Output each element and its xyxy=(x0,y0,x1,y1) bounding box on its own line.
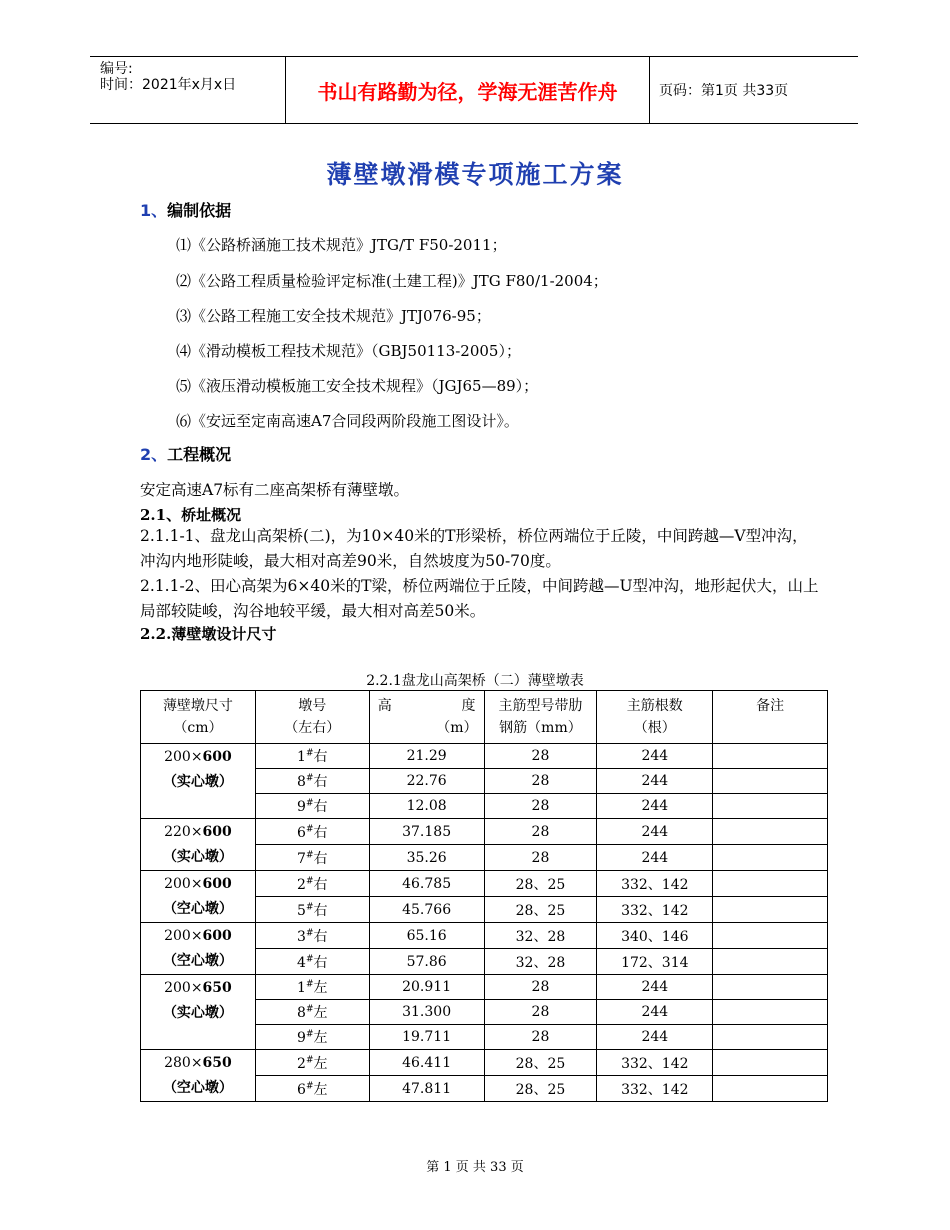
section-2-title: 工程概况 xyxy=(167,445,232,464)
rebar-count-cell: 332、142 xyxy=(597,1050,713,1076)
rebar-count-cell: 244 xyxy=(597,845,713,871)
note-cell xyxy=(713,1076,828,1102)
pier-height-cell: 12.08 xyxy=(369,794,484,819)
pier-size-cell: 280×650 （空心墩） xyxy=(141,1050,256,1102)
pier-size-cell: 200×650 （实心墩） xyxy=(141,975,256,1050)
pier-number-cell: 1#左 xyxy=(255,975,369,1000)
rebar-type-cell: 28 xyxy=(484,794,597,819)
document-title: 薄壁墩滑模专项施工方案 xyxy=(326,160,624,189)
rebar-count-cell: 244 xyxy=(597,1000,713,1025)
pier-number-cell: 7#右 xyxy=(255,845,369,871)
reference-item: ⑹《安远至定南高速A7合同段两阶段施工图设计》。 xyxy=(176,412,519,430)
rebar-type-cell: 28、25 xyxy=(484,1076,597,1102)
pier-height-cell: 19.711 xyxy=(369,1025,484,1050)
table-row xyxy=(141,744,828,769)
rebar-type-cell: 28 xyxy=(484,1025,597,1050)
note-cell xyxy=(713,769,828,794)
note-cell xyxy=(713,1000,828,1025)
note-cell xyxy=(713,897,828,923)
reference-item: ⑷《滑动模板工程技术规范》（GBJ50113-2005）； xyxy=(176,342,521,360)
rebar-count-cell: 244 xyxy=(597,794,713,819)
pier-height-cell: 21.29 xyxy=(369,744,484,769)
subsection-2-1-paragraph-1: 2.1.1-1、盘龙山高架桥(二)，为10×40米的T形梁桥，桥位两端位于丘陵，中间跨越—V型冲沟，冲沟内地形陡峻，最大相对高差90米，自然坡度为50-70度。 xyxy=(140,527,808,570)
rebar-type-cell: 28 xyxy=(484,845,597,871)
note-cell xyxy=(713,794,828,819)
rebar-count-cell: 244 xyxy=(597,744,713,769)
header-motto: 书山有路勤为径，学海无涯苦作舟 xyxy=(286,57,650,123)
reference-item: ⑴《公路桥涵施工技术规范》JTG/T F50-2011； xyxy=(176,236,507,254)
note-cell xyxy=(713,923,828,949)
note-cell xyxy=(713,1025,828,1050)
header-rebar-count: 主筋根数 （根） xyxy=(597,691,713,744)
pier-height-cell: 35.26 xyxy=(369,845,484,871)
table-row xyxy=(141,923,828,949)
rebar-count-cell: 332、142 xyxy=(597,1076,713,1102)
pier-size-cell: 200×600 （实心墩） xyxy=(141,744,256,819)
table-row xyxy=(141,975,828,1000)
pier-table xyxy=(140,690,828,1102)
pier-height-cell: 22.76 xyxy=(369,769,484,794)
reference-item: ⑵《公路工程质量检验评定标准(土建工程)》JTG F80/1-2004； xyxy=(176,272,608,290)
pier-height-cell: 45.766 xyxy=(369,897,484,923)
pier-height-cell: 20.911 xyxy=(369,975,484,1000)
rebar-type-cell: 28、25 xyxy=(484,871,597,897)
table-caption: 2.2.1盘龙山高架桥（二）薄壁墩表 xyxy=(366,673,584,689)
subsection-2-1-heading: 2.1、桥址概况 xyxy=(140,506,242,524)
header-pier: 墩号 （左右） xyxy=(255,691,369,744)
rebar-type-cell: 32、28 xyxy=(484,923,597,949)
pier-number-cell: 3#右 xyxy=(255,923,369,949)
page-footer: 第 1 页 共 33 页 xyxy=(426,1160,524,1175)
rebar-type-cell: 32、28 xyxy=(484,949,597,975)
pier-number-cell: 6#右 xyxy=(255,819,369,845)
pier-height-cell: 46.785 xyxy=(369,871,484,897)
pier-height-cell: 46.411 xyxy=(369,1050,484,1076)
page-header xyxy=(90,56,858,124)
pier-number-cell: 8#右 xyxy=(255,769,369,794)
pier-height-cell: 57.86 xyxy=(369,949,484,975)
section-1-title: 编制依据 xyxy=(167,201,232,220)
pier-number-cell: 8#左 xyxy=(255,1000,369,1025)
rebar-type-cell: 28 xyxy=(484,975,597,1000)
header-size: 薄壁墩尺寸 （cm） xyxy=(141,691,256,744)
rebar-count-cell: 332、142 xyxy=(597,871,713,897)
pier-number-cell: 2#左 xyxy=(255,1050,369,1076)
pier-height-cell: 65.16 xyxy=(369,923,484,949)
header-page-info: 页码：第1页 共33页 xyxy=(659,83,789,99)
time-label: 时间：2021年x月x日 xyxy=(100,77,237,93)
section-2-heading xyxy=(140,442,231,465)
pier-height-cell: 47.811 xyxy=(369,1076,484,1102)
pier-number-cell: 4#右 xyxy=(255,949,369,975)
subsection-2-1-paragraph-2: 2.1.1-2、田心高架为6×40米的T梁，桥位两端位于丘陵，中间跨越—U型冲沟，地形起伏大，山上局部较陡峻，沟谷地较平缓，最大相对高差50米。 xyxy=(140,577,819,620)
pier-number-cell: 2#右 xyxy=(255,871,369,897)
header-meta xyxy=(90,57,286,123)
pier-number-cell: 9#右 xyxy=(255,794,369,819)
section-2-intro: 安定高速A7标有二座高架桥有薄壁墩。 xyxy=(140,481,410,499)
table-header-row xyxy=(141,691,828,744)
subsection-2-2-heading: 2.2.薄壁墩设计尺寸 xyxy=(140,625,277,643)
rebar-count-cell: 244 xyxy=(597,975,713,1000)
header-note: 备注 xyxy=(713,691,828,744)
note-cell xyxy=(713,819,828,845)
rebar-type-cell: 28 xyxy=(484,819,597,845)
pier-height-cell: 37.185 xyxy=(369,819,484,845)
header-rebar-type: 主筋型号带肋 钢筋（mm） xyxy=(484,691,597,744)
pier-number-cell: 6#左 xyxy=(255,1076,369,1102)
section-1-heading xyxy=(140,198,231,221)
rebar-count-cell: 244 xyxy=(597,769,713,794)
rebar-count-cell: 244 xyxy=(597,1025,713,1050)
table-row xyxy=(141,1050,828,1076)
pier-number-cell: 1#右 xyxy=(255,744,369,769)
note-cell xyxy=(713,845,828,871)
note-cell xyxy=(713,1050,828,1076)
note-cell xyxy=(713,871,828,897)
rebar-count-cell: 340、146 xyxy=(597,923,713,949)
rebar-type-cell: 28 xyxy=(484,1000,597,1025)
reference-item: ⑸《液压滑动模板施工安全技术规程》（JGJ65—89）； xyxy=(176,377,539,395)
rebar-count-cell: 244 xyxy=(597,819,713,845)
pier-height-cell: 31.300 xyxy=(369,1000,484,1025)
pier-number-cell: 9#左 xyxy=(255,1025,369,1050)
code-label: 编号: xyxy=(100,61,133,77)
rebar-type-cell: 28、25 xyxy=(484,1050,597,1076)
pier-number-cell: 5#右 xyxy=(255,897,369,923)
pier-size-cell: 200×600 （空心墩） xyxy=(141,923,256,975)
rebar-count-cell: 332、142 xyxy=(597,897,713,923)
pier-size-cell: 200×600 （空心墩） xyxy=(141,871,256,923)
rebar-count-cell: 172、314 xyxy=(597,949,713,975)
header-height: 高 度 （m） xyxy=(369,691,484,744)
section-1-number: 1、 xyxy=(140,201,168,220)
note-cell xyxy=(713,744,828,769)
rebar-type-cell: 28 xyxy=(484,769,597,794)
note-cell xyxy=(713,949,828,975)
table-row xyxy=(141,871,828,897)
section-2-number: 2、 xyxy=(140,445,168,464)
pier-size-cell: 220×600 （实心墩） xyxy=(141,819,256,871)
rebar-type-cell: 28 xyxy=(484,744,597,769)
reference-item: ⑶《公路工程施工安全技术规范》JTJ076-95； xyxy=(176,307,491,325)
table-row xyxy=(141,819,828,845)
note-cell xyxy=(713,975,828,1000)
rebar-type-cell: 28、25 xyxy=(484,897,597,923)
